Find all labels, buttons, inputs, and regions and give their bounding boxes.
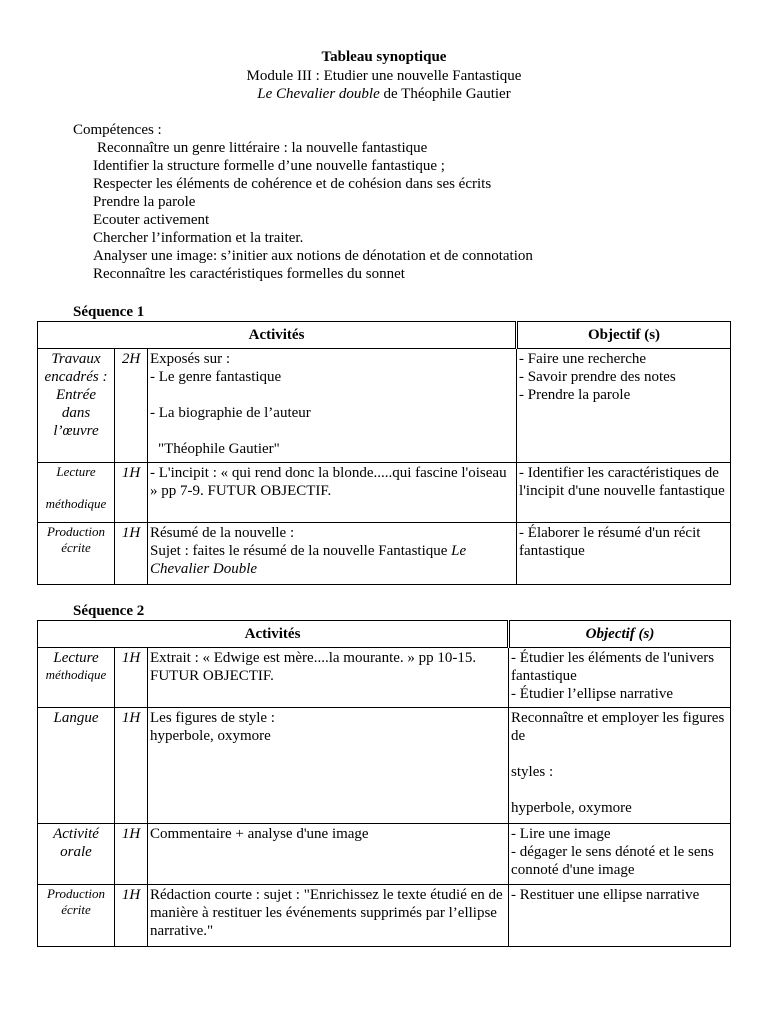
sequence-2-title: Séquence 2: [73, 603, 145, 619]
category-cell: [38, 463, 115, 523]
competence-item: Prendre la parole: [93, 194, 196, 210]
competence-item: Identifier la structure formelle d’une nouvelle fantastique ;: [93, 158, 445, 174]
activities-header: Activités: [38, 322, 517, 349]
objective-line: - Savoir prendre des notes: [519, 369, 676, 385]
duration-cell: 1H: [115, 648, 148, 708]
objective-cell: - Élaborer le résumé d'un récit fantastique: [517, 523, 731, 585]
table-header-row: [38, 621, 731, 648]
activity-line: Les figures de style :: [150, 710, 275, 726]
activity-cell: [148, 523, 517, 585]
activities-header: Activités: [38, 621, 509, 648]
competence-item: Analyser une image: s’initier aux notions de dénotation et de connotation: [93, 248, 533, 264]
competences-list: [73, 139, 533, 283]
category-line: méthodique: [45, 496, 107, 511]
table-row: [38, 824, 731, 885]
activity-line: - Le genre fantastique: [150, 369, 282, 385]
competence-item: Chercher l’information et la traiter.: [93, 230, 304, 246]
competence-item: Ecouter activement: [93, 212, 210, 228]
objective-line: - Lire une image: [511, 826, 611, 842]
category-cell: Production écrite: [38, 523, 115, 585]
table-row: [38, 463, 731, 523]
book-line: [0, 85, 768, 104]
activity-cell: Commentaire + analyse d'une image: [148, 824, 509, 885]
activity-cell: [148, 708, 509, 824]
category-cell: Activité orale: [38, 824, 115, 885]
duration-cell: 1H: [115, 463, 148, 523]
competence-item: Reconnaître les caractéristiques formelles du sonnet: [93, 266, 405, 282]
table-header-row: [38, 322, 731, 349]
document-title: Tableau synoptique: [321, 49, 447, 65]
objective-line: - Étudier les éléments de l'univers fantastique: [511, 650, 715, 684]
category-line: méthodique: [45, 667, 107, 682]
competence-item: Respecter les éléments de cohérence et de cohésion dans ses écrits: [93, 176, 492, 192]
objective-cell: [517, 349, 731, 463]
category-cell: Travaux encadrés : Entrée dans l’œuvre: [38, 349, 115, 463]
table-row: [38, 885, 731, 947]
category-cell: Production écrite: [38, 885, 115, 947]
sequence-1-table: [37, 321, 731, 585]
objective-line: - dégager le sens dénoté et le sens connoté d'une image: [511, 844, 714, 878]
objective-line: - Prendre la parole: [519, 387, 631, 403]
objective-cell: - Identifier les caractéristiques de l'incipit d'une nouvelle fantastique: [517, 463, 731, 523]
duration-cell: 1H: [115, 523, 148, 585]
objective-line: hyperbole, oxymore: [511, 800, 632, 816]
activity-cell: - L'incipit : « qui rend donc la blonde.....qui fascine l'oiseau » pp 7-9. FUTUR OBJECTIF.: [148, 463, 517, 523]
activity-text: Sujet : faites le résumé de la nouvelle Fantastique: [150, 543, 452, 559]
activity-line: - La biographie de l’auteur: [150, 405, 311, 421]
table-row: [38, 523, 731, 585]
competences-section: [73, 121, 533, 283]
activity-line: Résumé de la nouvelle :: [150, 525, 295, 541]
objective-cell: [509, 648, 731, 708]
competence-item: Reconnaître un genre littéraire : la nouvelle fantastique: [97, 140, 428, 156]
category-line: Lecture: [56, 464, 96, 479]
duration-cell: 2H: [115, 349, 148, 463]
objective-cell: - Restituer une ellipse narrative: [509, 885, 731, 947]
category-cell: [38, 648, 115, 708]
activity-cell: [148, 349, 517, 463]
duration-cell: 1H: [115, 885, 148, 947]
sequence-2-table: [37, 620, 731, 947]
duration-cell: 1H: [115, 824, 148, 885]
activity-line: "Théophile Gautier": [158, 441, 280, 457]
table-row: [38, 349, 731, 463]
activity-line: [150, 542, 514, 578]
category-line: Lecture: [53, 650, 99, 666]
table-row: [38, 648, 731, 708]
book-title-ref: Le Chevalier Double: [150, 543, 467, 577]
objective-header: Objectif (s): [509, 621, 731, 648]
objective-cell: [509, 708, 731, 824]
sequence-1-title: Séquence 1: [73, 304, 145, 320]
duration-cell: 1H: [115, 708, 148, 824]
objective-header: Objectif (s): [517, 322, 731, 349]
module-line: Module III : Etudier une nouvelle Fantastique: [246, 67, 522, 84]
objective-line: styles :: [511, 764, 554, 780]
activity-cell: Extrait : « Edwige est mère....la mourante. » pp 10-15. FUTUR OBJECTIF.: [148, 648, 509, 708]
activity-line: hyperbole, oxymore: [150, 728, 271, 744]
book-author: de Théophile Gautier: [379, 86, 511, 102]
category-cell: Langue: [38, 708, 115, 824]
table-row: [38, 708, 731, 824]
document-header: [0, 48, 768, 104]
objective-cell: [509, 824, 731, 885]
objective-line: - Étudier l’ellipse narrative: [511, 686, 674, 702]
book-title: Le Chevalier double: [257, 86, 380, 102]
competences-label: Compétences :: [73, 122, 162, 138]
objective-line: - Faire une recherche: [519, 351, 647, 367]
activity-line: Exposés sur :: [150, 351, 230, 367]
objective-line: Reconnaître et employer les figures de: [511, 710, 725, 744]
activity-cell: Rédaction courte : sujet : "Enrichissez le texte étudié en de manière à restituer les événements supprimés par l’ellipse narrative.": [148, 885, 509, 947]
